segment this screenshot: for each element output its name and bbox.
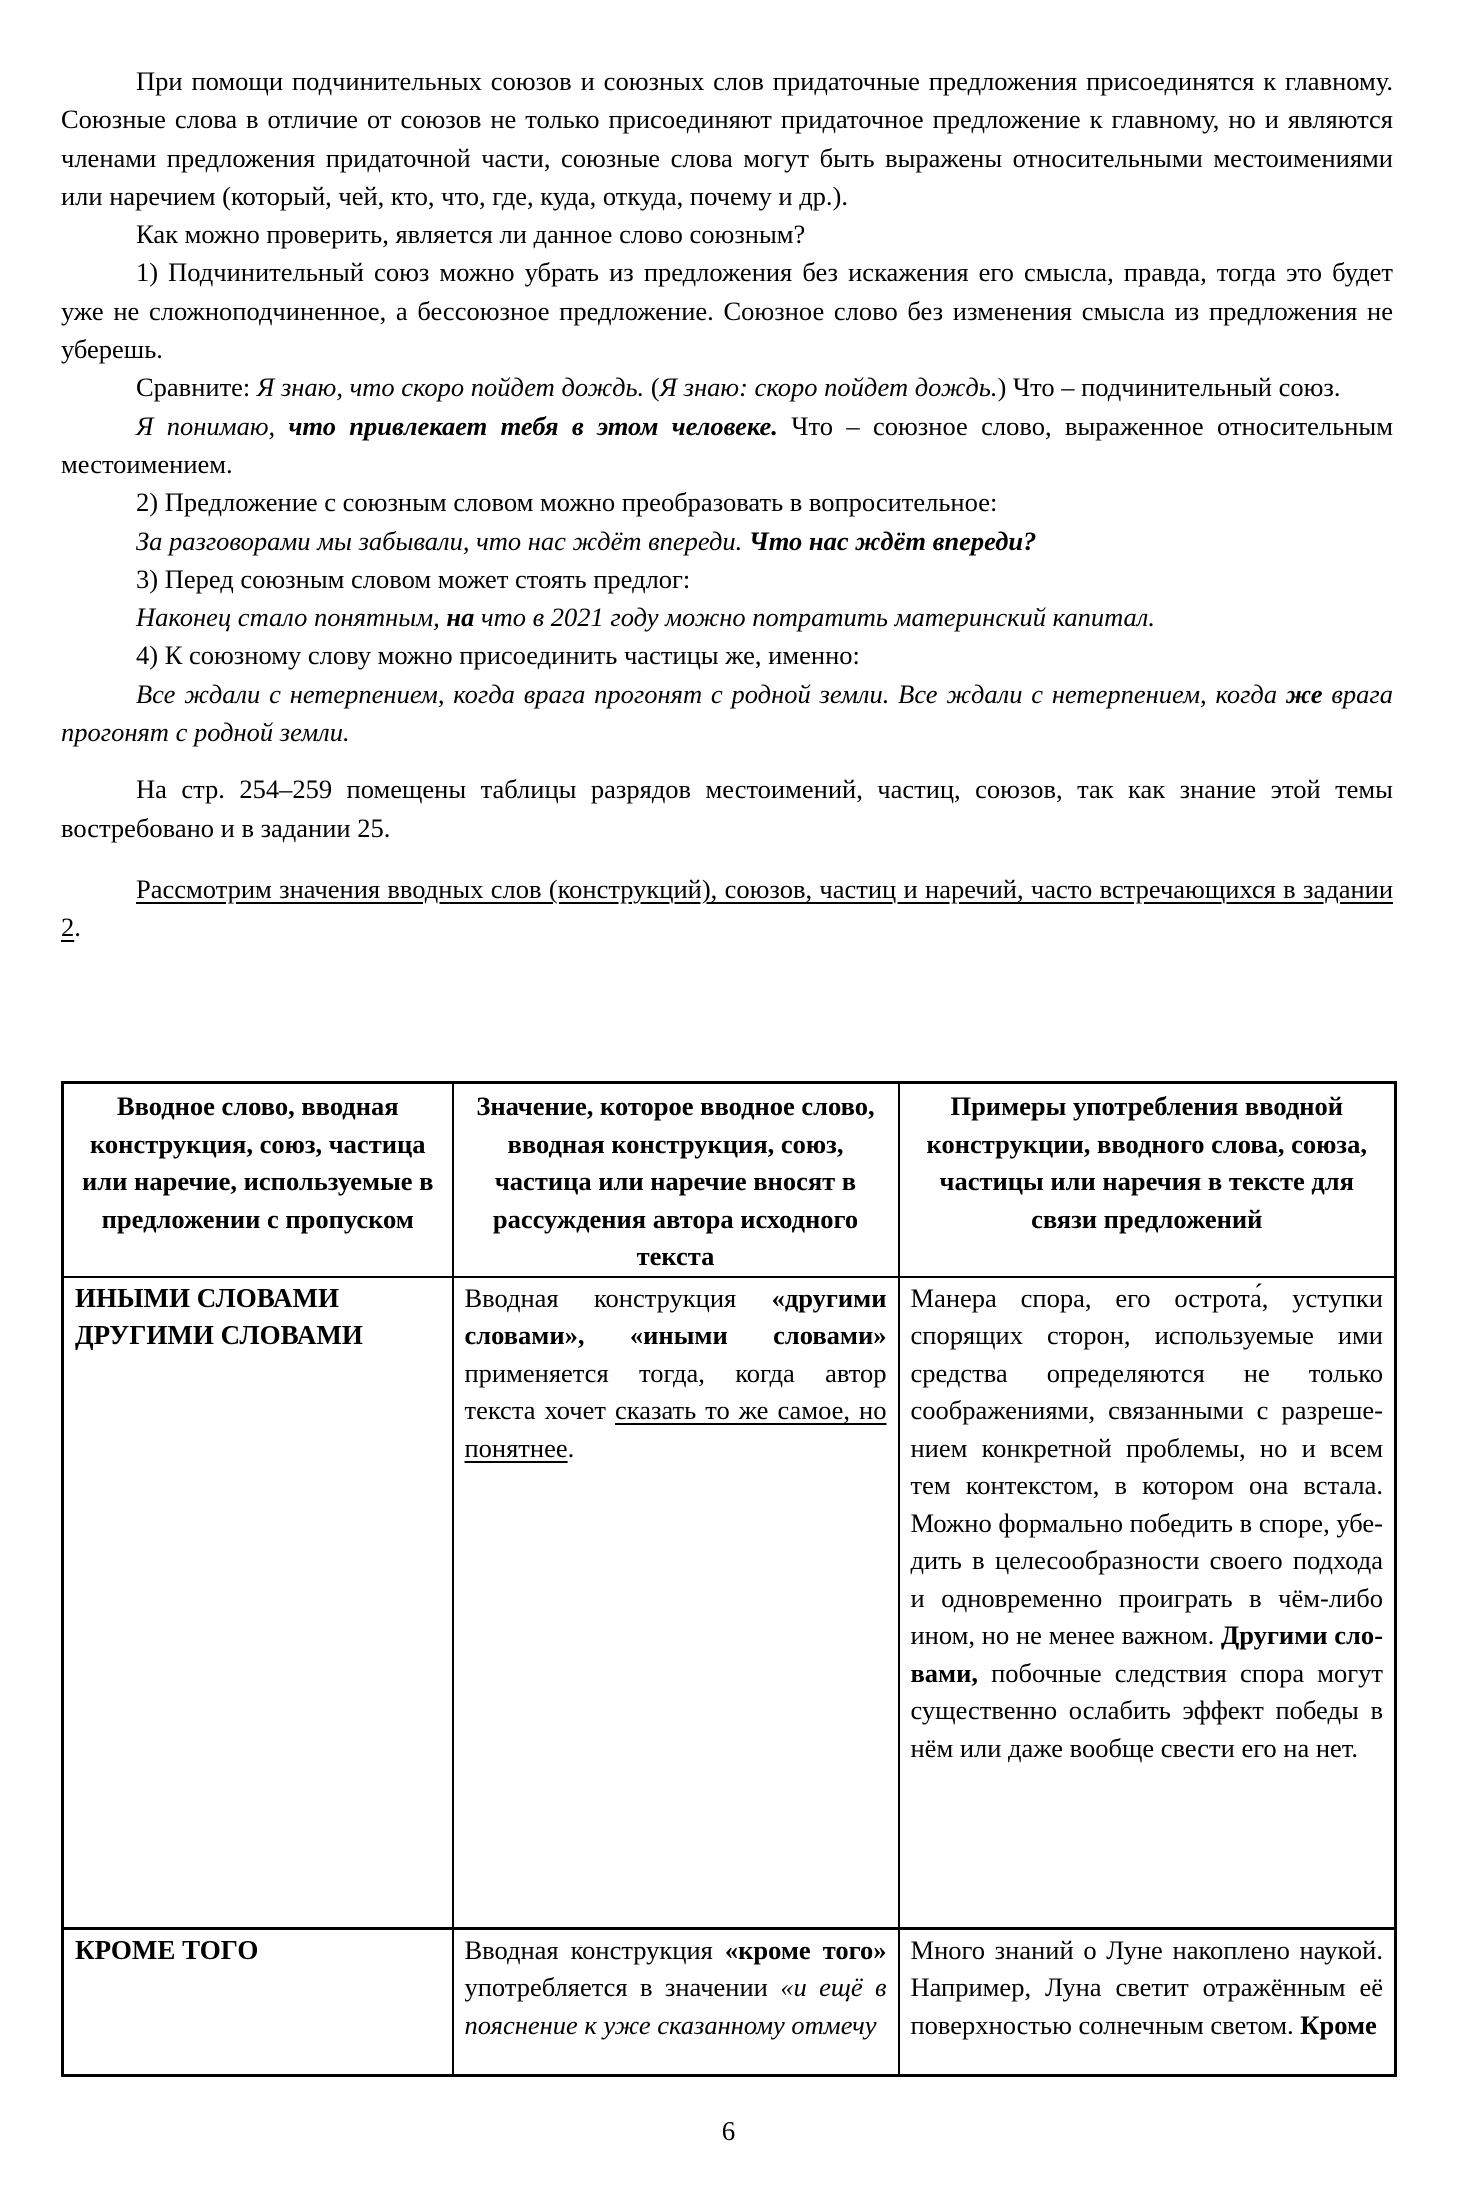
paragraph-rule-2 <box>61 483 1393 521</box>
paragraph-compare-example <box>61 368 1393 406</box>
text-run: 1) Подчинительный союз можно убрать из предложения без искажения его смысла, правда, тогда это будет уже не сложноподчиненное, а бессоюзное предложение. Союзное слово без изменения смысла из предложения не уберешь. <box>61 257 1393 365</box>
text-run: . <box>74 912 81 943</box>
text-run: «кроме того» <box>724 1934 887 1965</box>
paragraph-rule-1 <box>61 253 1393 368</box>
document-body <box>61 62 1393 947</box>
paragraph-question <box>61 215 1393 253</box>
paragraph-rule-2-example <box>61 522 1393 560</box>
term-cell <box>63 1277 453 1929</box>
example-cell <box>899 1928 1396 2075</box>
text-run: ) Что – подчинительный союз. <box>997 372 1341 403</box>
text-run: что в 2021 году можно потратить материнский капитал. <box>474 602 1155 633</box>
text-run: «другими словами», «иными словами» <box>464 1282 887 1350</box>
term-cell <box>63 1928 453 2075</box>
table-row <box>63 1928 1396 2075</box>
example-cell <box>899 1277 1396 1929</box>
text-run: же <box>1285 678 1323 709</box>
term-line: ДРУГИМИ СЛОВАМИ <box>75 1320 363 1350</box>
text-run: побочные следствия спора могут существенно ослабить эффект победы в нём или даже вообще свести его на нет. <box>910 1657 1383 1763</box>
text-run: Что – союзное слово, выраженное относительным местоимением. <box>61 410 1393 479</box>
text-run: Манера спора, его острота́, уступки спорящих сторон, используемые ими средства определяются не только соображениями, связанными с разрешением конкретной проблемы, но и всем тем контекстом, в котором она встала. Можно формально победить в споре, убедить в целесообразности своего подхода и одновременно проиграть в чём-либо ином, но не менее важном. <box>910 1282 1383 1650</box>
text-run: Много знаний о Луне накоплено наукой. Например, Луна светит отражённым её поверхностью солнечным светом. <box>910 1934 1383 2040</box>
text-run: Другими словами, <box>910 1620 1384 1688</box>
text-run: сказать то же самое, но понятнее <box>464 1395 887 1463</box>
term-line: ИНЫМИ СЛОВАМИ <box>75 1282 339 1313</box>
table-row <box>63 1277 1396 1929</box>
text-run: Я знаю: скоро пойдет дождь. <box>659 372 998 403</box>
paragraph-rule-4 <box>61 636 1393 674</box>
paragraph-page-reference <box>61 770 1393 847</box>
text-run: Я понимаю, <box>136 410 289 441</box>
header-term: Вводное слово, вводная конструкция, союз, частица или наречие, используемые в предложении с пропуском <box>63 1083 453 1277</box>
text-run: За разговорами мы забывали, что нас ждёт впереди. <box>136 525 749 556</box>
introductory-words-table <box>61 1081 1397 2077</box>
text-run: употребляется в значении <box>464 1972 781 2002</box>
text-run: Сравните: <box>136 372 257 403</box>
text-run: на <box>446 602 475 633</box>
paragraph-subordinate-conjunctions <box>61 62 1393 215</box>
text-run: Вводная конструкция <box>464 1934 725 1965</box>
header-meaning: Значение, которое вводное слово, вводная конструкция, союз, частица или наречие вносят в рассуждения автора исходного текста <box>453 1083 899 1277</box>
table-header-row <box>63 1083 1396 1277</box>
text-run: Наконец стало понятным, <box>136 602 447 633</box>
meaning-cell <box>453 1277 899 1929</box>
term-line: КРОМЕ ТОГО <box>75 1934 259 1965</box>
paragraph-understand-example <box>61 407 1393 484</box>
text-run: При помощи подчинительных союзов и союзных слов придаточные предложения присоединятся к главному. Союзные слова в отличие от союзов не только присоединяют придаточное предложение к главному, но и являются членами предложения придаточной части, союзные слова могут быть выражены относительными местоимениями или наречием (который, чей, кто, что, где, куда, откуда, почему и др.). <box>61 66 1393 211</box>
spacer <box>61 847 1393 870</box>
text-run: Как можно проверить, является ли данное слово союзным? <box>136 219 806 250</box>
paragraph-rule-3-example <box>61 598 1393 636</box>
text-run: Кроме <box>1300 2009 1377 2040</box>
text-run: Вводная конструкция <box>464 1282 772 1313</box>
meaning-cell <box>453 1928 899 2075</box>
spacer <box>61 751 1393 770</box>
paragraph-table-intro <box>61 870 1393 947</box>
text-run: На стр. 254–259 помещены таблицы разрядов местоимений, частиц, союзов, так как знание этой темы востребовано и в задании 25. <box>61 774 1393 843</box>
paragraph-rule-3 <box>61 560 1393 598</box>
page-number: 6 <box>721 2116 736 2146</box>
text-run: Все ждали с нетерпением, когда врага прогонят с родной земли. Все ждали с нетерпением, когда <box>136 678 1286 709</box>
text-run: Что нас ждёт впереди? <box>748 525 1037 556</box>
text-run: ( <box>644 372 660 403</box>
text-run: применяется тогда, когда автор текста хочет <box>464 1357 887 1425</box>
text-run: 2) Предложение с союзным словом можно преобразовать в вопросительное: <box>136 487 998 518</box>
paragraph-rule-4-example <box>61 675 1393 752</box>
text-run: 4) К союзному слову можно присоединить частицы же, именно: <box>136 640 860 671</box>
text-run: Я знаю, что скоро пойдет дождь. <box>256 372 645 403</box>
text-run: Рассмотрим значения вводных слов (конструкций), союзов, частиц и наречий, часто встречающихся в задании 2 <box>61 873 1393 943</box>
text-run: . <box>567 1432 575 1463</box>
text-run: «и ещё в пояснение к уже сказанному отмечу <box>464 1972 887 2040</box>
text-run: врага прогонят с родной земли. <box>61 678 1393 748</box>
text-run: 3) Перед союзным словом может стоять предлог: <box>136 563 691 594</box>
header-example: Примеры употребления вводной конструкции, вводного слова, союза, частицы или наречия в тексте для связи предложений <box>899 1083 1396 1277</box>
text-run: что привлекает тебя в этом человеке. <box>288 410 778 441</box>
